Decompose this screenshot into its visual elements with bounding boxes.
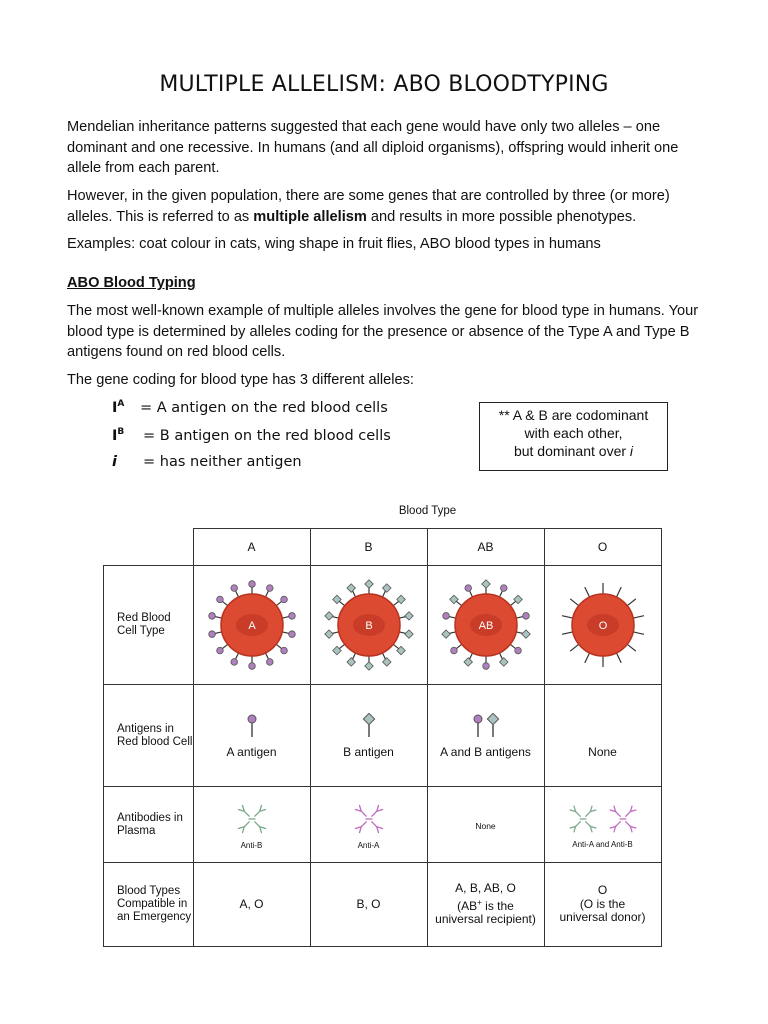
antigen-a-icon — [266, 585, 273, 592]
antigen-a-icon — [288, 613, 295, 620]
antibody-label-anti-a: Anti-A — [357, 841, 380, 850]
antigen-a-icon — [248, 663, 255, 670]
antibody-stem — [361, 822, 366, 827]
antigen-a-icon — [514, 647, 521, 654]
section-paragraph-1: The most well-known example of multiple alleles involves the gene for blood type in humans. Your blood type is determined by alleles coding for the presence or absence of the Type A and Type B antigens found on red blood cells. — [67, 303, 699, 360]
antigen-b-icon — [441, 630, 449, 638]
antigen-a-icon — [442, 613, 449, 620]
column-header-ab: AB — [427, 529, 544, 566]
antigen-a-icon — [288, 631, 295, 638]
antibody-stem — [625, 822, 630, 827]
red-blood-cell-o — [553, 573, 653, 677]
antibody-stem — [625, 812, 630, 817]
antibody-label-none: None — [475, 820, 496, 831]
antigen-b-icon — [382, 584, 390, 592]
antibody-anti-b-icon — [564, 800, 602, 838]
multiple-allelism-term: multiple allelism — [253, 208, 367, 225]
column-header-b: B — [310, 529, 427, 566]
antibody-label-anti-b: Anti-B — [240, 841, 263, 850]
compatible-a: A, O — [193, 863, 310, 947]
antigen-a-icon — [230, 659, 237, 666]
cell-label: AB — [478, 620, 493, 632]
antigen-a-icon — [230, 585, 237, 592]
antigen-a-icon — [522, 613, 529, 620]
antigen-a-icon — [208, 631, 215, 638]
antigen-b-icon — [359, 713, 379, 739]
row-label-compatible: Blood Types Compatible in an Emergency — [104, 863, 194, 947]
red-blood-cell-b — [319, 573, 419, 677]
antibody-stem — [254, 822, 259, 827]
antibody-stem — [575, 812, 580, 817]
antigen-a-icon — [248, 581, 255, 588]
antigen-b-icon — [346, 658, 354, 666]
antigen-a-icon — [482, 663, 489, 670]
cell-label: B — [364, 620, 373, 632]
antibody-label-anti-a-and-anti-b: Anti-A and Anti-B — [572, 840, 633, 849]
antigen-b-icon — [481, 580, 489, 588]
antigen-b-icon — [499, 658, 507, 666]
antigen-a-icon — [216, 596, 223, 603]
antigen-label-ab: A and B antigens — [440, 744, 531, 759]
blood-type-table — [103, 528, 662, 947]
antigen-b-icon — [346, 584, 354, 592]
section-heading: ABO Blood Typing — [67, 275, 196, 291]
row-label-antigens: Antigens in Red blood Cell — [104, 685, 194, 787]
antigen-b-icon — [364, 580, 372, 588]
antibody-stem — [575, 822, 580, 827]
antigen-label-b: B antigen — [343, 744, 394, 759]
antigen-b-icon — [324, 612, 332, 620]
antigen-a-icon — [280, 647, 287, 654]
antibody-stem — [254, 811, 259, 816]
red-blood-cell-ab — [436, 573, 536, 677]
column-header-o: O — [544, 529, 661, 566]
antigen-b-icon — [404, 630, 412, 638]
antibody-anti-a-icon — [349, 799, 389, 839]
compatible-b: B, O — [310, 863, 427, 947]
antigen-a-icon — [266, 659, 273, 666]
red-blood-cell-a — [202, 573, 302, 677]
compatible-ab: A, B, AB, O (AB+ is the universal recipient) — [427, 863, 544, 947]
antigen-label-a: A antigen — [226, 744, 277, 759]
antigen-b-icon — [521, 630, 529, 638]
cell-label: A — [247, 620, 256, 632]
antigen-a-icon — [242, 713, 262, 739]
antibody-stem — [615, 822, 620, 827]
antigen-a-icon — [464, 585, 471, 592]
antigen-a-icon — [500, 585, 507, 592]
column-header-a: A — [193, 529, 310, 566]
antigen-a-icon — [280, 596, 287, 603]
allele-i: i = has neither antigen — [112, 454, 302, 470]
antibody-stem — [244, 811, 249, 816]
intro-examples: Examples: coat colour in cats, wing shape in fruit flies, ABO blood types in humans — [67, 236, 601, 252]
section-paragraph-2: The gene coding for blood type has 3 different alleles: — [67, 372, 414, 388]
antibody-anti-a-icon — [604, 800, 642, 838]
antibody-stem — [361, 811, 366, 816]
antibody-stem — [585, 812, 590, 817]
cell-label: O — [598, 620, 607, 632]
antigen-b-icon — [404, 612, 412, 620]
antigen-a-icon — [216, 647, 223, 654]
compatible-o: O (O is the universal donor) — [544, 863, 661, 947]
antibody-stem — [615, 812, 620, 817]
row-label-antibodies: Antibodies in Plasma — [104, 787, 194, 863]
row-label-cell-type: Red Blood Cell Type — [104, 566, 194, 685]
codominance-note: ** A & B are codominant with each other, but dominant over i — [479, 402, 668, 471]
antigen-b-icon — [463, 658, 471, 666]
allele-ia: $I^A = A$ antigen on the red blood cells — [112, 399, 388, 416]
antigen-b-icon — [324, 630, 332, 638]
allele-ib: $I^B = B$ antigen on the red blood cells — [112, 427, 391, 444]
antigen-ab-icon — [469, 713, 503, 739]
intro-paragraph-2: However, in the given population, there are some genes that are controlled by three (or more) alleles. This is referred to as multiple allelism and results in more possible phenotypes. — [67, 188, 670, 225]
antibody-anti-b-icon — [232, 799, 272, 839]
antigen-label-none: None — [588, 744, 617, 759]
antigen-a-icon — [450, 647, 457, 654]
antibody-stem — [244, 822, 249, 827]
figure-title: Blood Type — [398, 505, 457, 517]
antigen-b-icon — [382, 658, 390, 666]
antibody-stem — [371, 811, 376, 816]
page-title: MULTIPLE ALLELISM: ABO BLOODTYPING — [159, 72, 609, 97]
antibody-stem — [585, 822, 590, 827]
intro-paragraph-1: Mendelian inheritance patterns suggested that each gene would have only two alleles – one dominant and one recessive. In humans (and all diploid organisms), offspring would inherit one allele from each parent. — [67, 119, 679, 176]
antigen-b-icon — [364, 662, 372, 670]
antibody-stem — [371, 822, 376, 827]
antigen-a-icon — [208, 613, 215, 620]
